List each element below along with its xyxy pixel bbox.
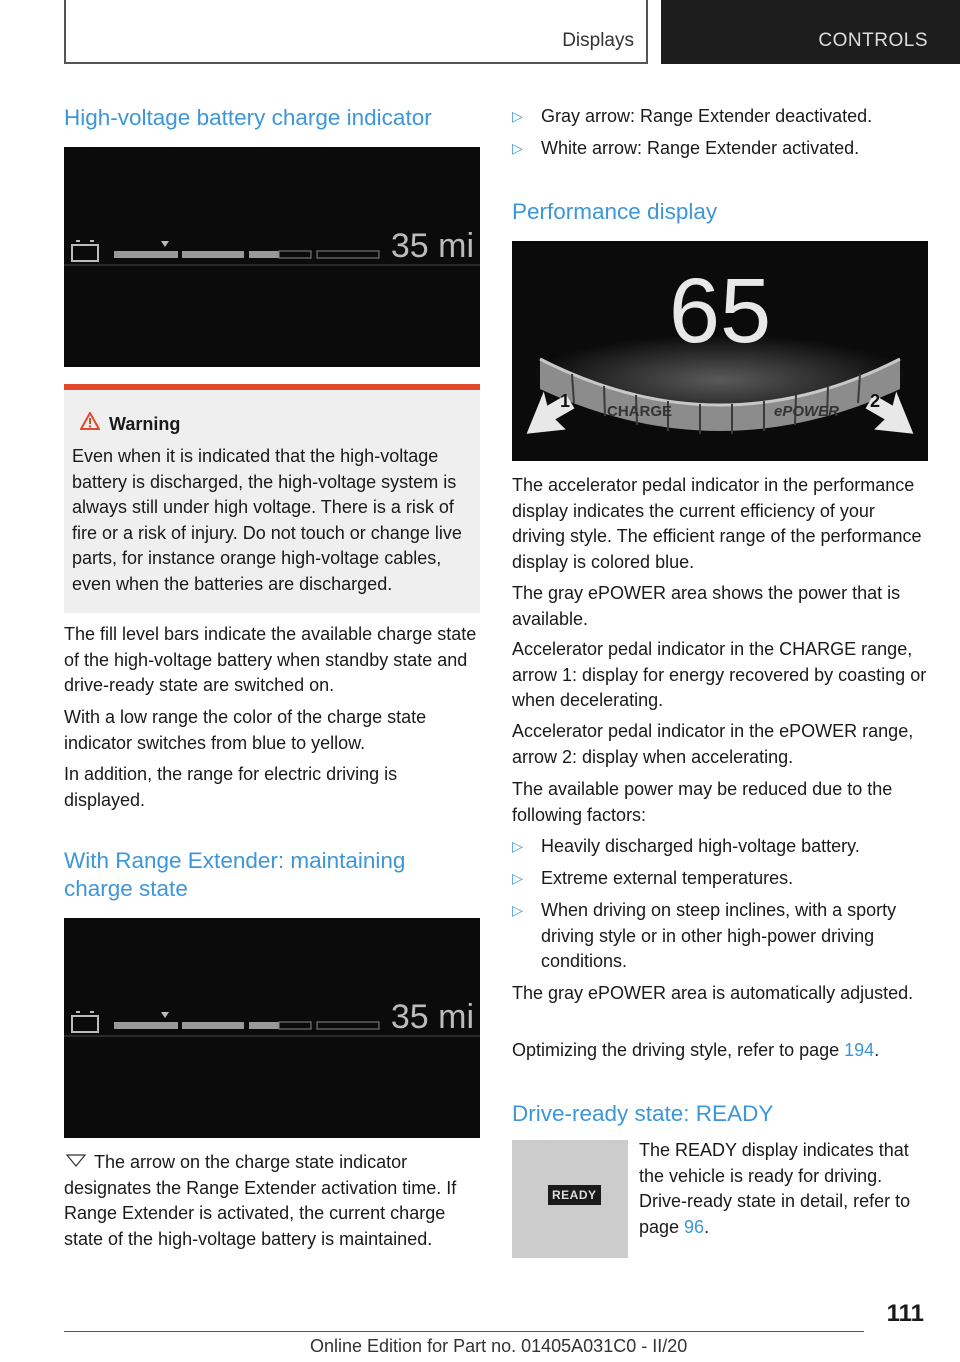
paragraph-epower-adjusted: The gray ePOWER area is automatically adjusted.	[512, 983, 914, 1003]
edition-note: Online Edition for Part no. 01405A031C0 - II/20	[310, 1336, 688, 1356]
battery-indicator-image	[64, 147, 480, 367]
paragraph-epower-range: Accelerator pedal indicator in the ePOWER range, arrow 2: display when accelerating.	[512, 721, 914, 767]
bullet-marker-icon: ▷	[512, 140, 523, 156]
paragraph-accelerator-indicator: The accelerator pedal indicator in the performance display indicates the current efficiency of your driving style. The efficient range of the performance display is colored blue.	[512, 475, 922, 572]
heading-drive-ready: Drive-ready state: READY	[512, 1101, 774, 1126]
heading-range-extender: With Range Extender: maintaining charge state	[64, 848, 406, 901]
heading-battery-indicator: High-voltage battery charge indicator	[64, 105, 432, 130]
bullet-marker-icon: ▷	[512, 870, 523, 886]
footer-divider	[64, 1331, 864, 1332]
performance-epower-label: ePOWER	[774, 403, 840, 420]
ready-display-image	[512, 1140, 628, 1258]
header-chapter-label: CONTROLS	[818, 30, 928, 51]
rex-range-readout: 35 mi	[390, 998, 474, 1036]
paragraph-ready-display: The READY display indicates that the vehicle is ready for driving. Drive-ready state in detail, refer to page 96.	[639, 1140, 911, 1237]
page-number: 111	[886, 1300, 924, 1327]
paragraph-low-range: With a low range the color of the charge state indicator switches from blue to yellow.	[64, 707, 427, 753]
performance-speed-value: 65	[668, 260, 772, 362]
paragraph-rex-arrow: The arrow on the charge state indicator designates the Range Extender activation time. If Range Extender is activated, the current charge state of the high-voltage battery is maintained.	[64, 1152, 457, 1249]
paragraph-optimizing: Optimizing the driving style, refer to page 194.	[512, 1040, 880, 1060]
performance-display-image	[512, 241, 928, 461]
warning-box	[64, 384, 480, 613]
bullet-marker-icon: ▷	[512, 838, 523, 854]
paragraph-range-display: In addition, the range for electric driving is displayed.	[64, 764, 398, 810]
page-link-96[interactable]: 96	[684, 1216, 705, 1237]
arrow-1-label: 1	[560, 391, 571, 411]
bullet-marker-icon: ▷	[512, 108, 523, 124]
paragraph-fill-level: The fill level bars indicate the available charge state of the high-voltage battery when standby state and drive-ready state are switched on.	[64, 624, 477, 695]
warning-title: Warning	[109, 414, 181, 434]
performance-charge-label: CHARGE	[607, 403, 673, 420]
battery-range-readout: 35 mi	[390, 227, 474, 265]
header-section	[64, 0, 648, 64]
heading-performance-display: Performance display	[512, 199, 718, 224]
header-section-label: Displays	[562, 30, 634, 51]
header-chapter	[661, 0, 960, 64]
paragraph-epower-area: The gray ePOWER area shows the power that is available.	[512, 583, 901, 629]
ready-badge: READY	[548, 1185, 601, 1205]
page-link-194[interactable]: 194	[844, 1040, 875, 1060]
arrow-2-label: 2	[870, 391, 881, 411]
warning-text: Even when it is indicated that the high-voltage battery is discharged, the high-voltage system is always still under high voltage. There is a risk of fire or a risk of injury. Do not touch or change live parts, for instance orange high-voltage cables, even when the batteries are discharged.	[72, 446, 462, 594]
bullet-marker-icon: ▷	[512, 902, 523, 918]
range-extender-image	[64, 918, 480, 1138]
paragraph-power-reduced: The available power may be reduced due to the following factors:	[512, 779, 893, 825]
paragraph-charge-range: Accelerator pedal indicator in the CHARGE range, arrow 1: display for energy recovered by coasting or when decelerating.	[512, 639, 927, 710]
warning-triangle-icon	[80, 412, 100, 430]
